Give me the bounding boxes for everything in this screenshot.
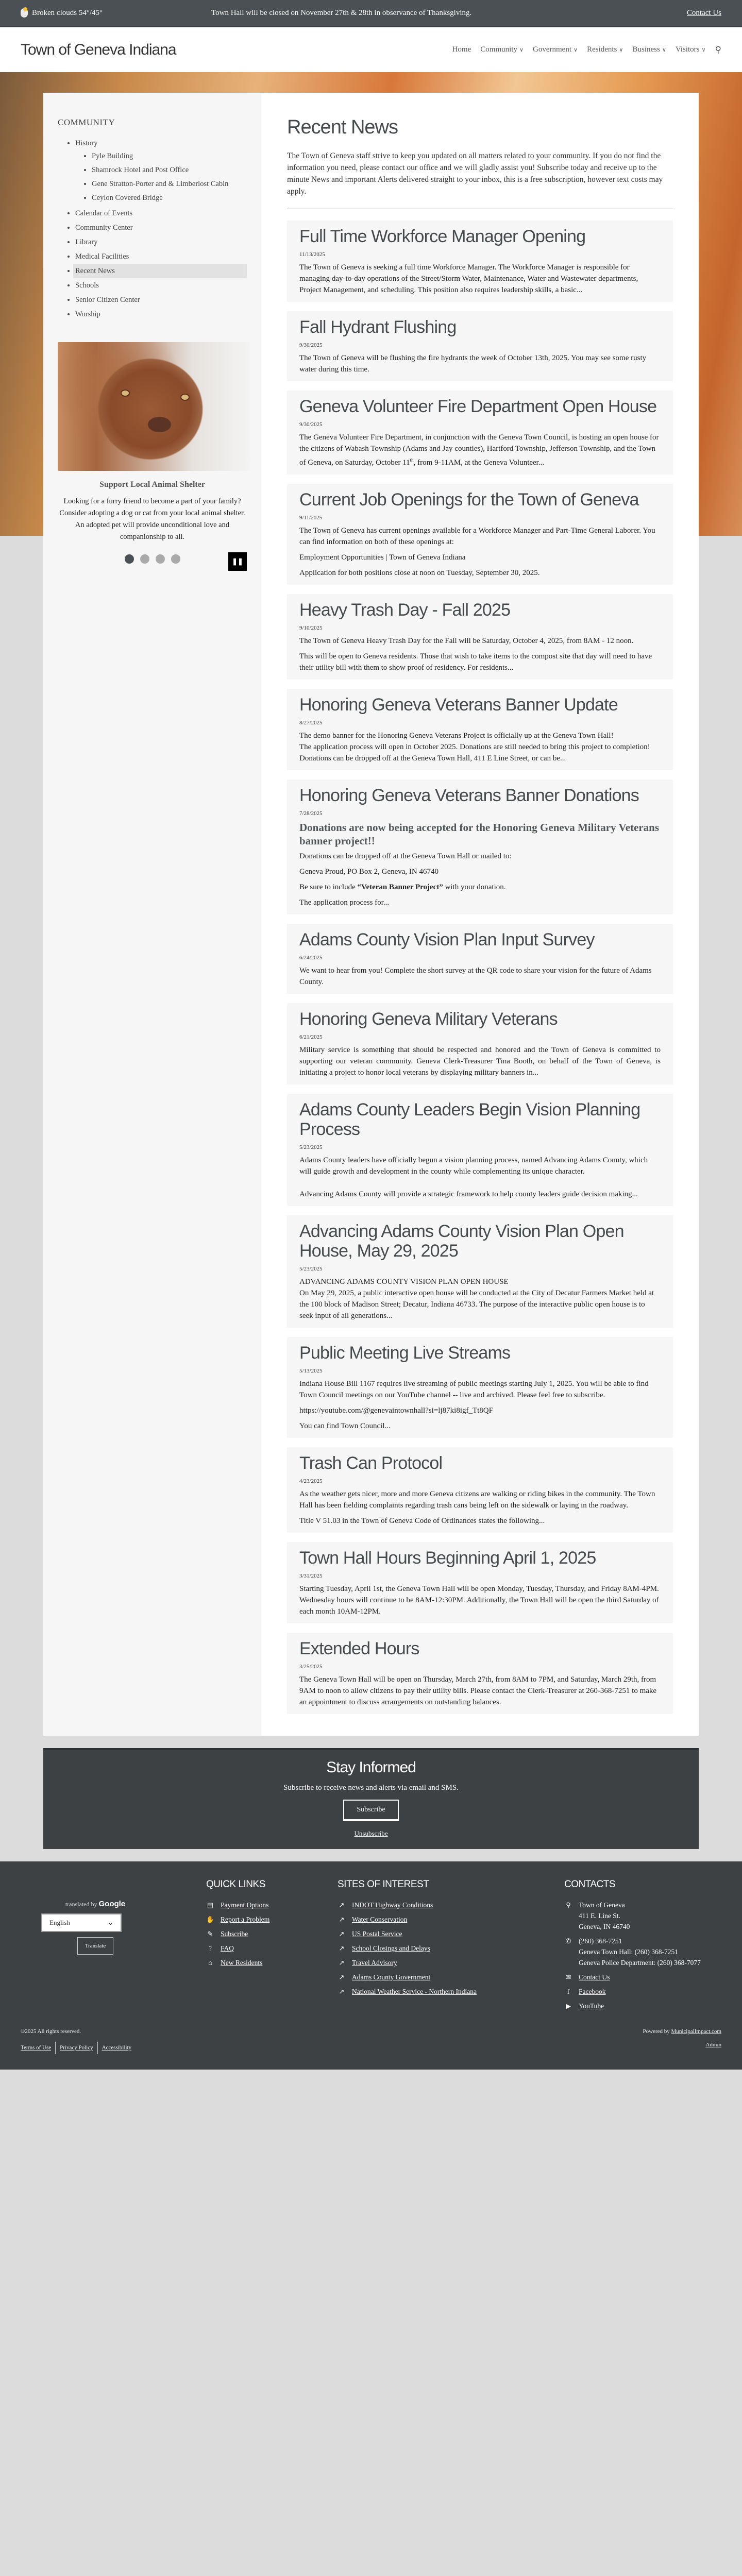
google-logo: Google: [98, 1900, 126, 1908]
news-excerpt: The Town of Geneva Heavy Trash Day for the Fall will be Saturday, October 4, 2025, from 8AM - 12 noon.: [299, 637, 634, 645]
news-card: [287, 1633, 673, 1714]
hand-icon: ✋: [206, 1916, 215, 1923]
news-excerpt: You can find Town Council...: [299, 1422, 391, 1430]
site-link-item: [338, 1901, 564, 1910]
subscribe-link[interactable]: Subscribe: [221, 1930, 248, 1938]
nav-home[interactable]: Home: [452, 45, 471, 54]
news-card: [287, 594, 673, 680]
weather-text: Broken clouds 54°/45°: [32, 8, 103, 17]
nav-government[interactable]: [533, 45, 578, 54]
municipal-impact-link[interactable]: MunicipalImpact.com: [671, 2028, 721, 2035]
news-excerpt: Geneva Proud, PO Box 2, Geneva, IN 46740: [299, 868, 439, 876]
news-date: 11/13/2025: [299, 251, 325, 258]
news-card: [287, 221, 673, 302]
news-excerpt: Title V 51.03 in the Town of Geneva Code of Ordinances states the following...: [299, 1517, 545, 1525]
news-title[interactable]: Honoring Geneva Veterans Banner Update: [299, 695, 618, 715]
slide-title: Support Local Animal Shelter: [99, 480, 205, 489]
sidebar-item-recent-news[interactable]: [75, 264, 247, 278]
news-card: [287, 1094, 673, 1206]
news-date: 3/31/2025: [299, 1573, 323, 1579]
translate-button[interactable]: Translate: [77, 1937, 114, 1955]
envelope-icon: ✉: [565, 1973, 571, 1981]
news-link[interactable]: https://youtube.com/@genevaintownhall?si=lj87ki8igf_Tt8QF: [299, 1406, 493, 1415]
external-link-icon: ↗: [339, 1901, 345, 1909]
contacts-heading: CONTACTS: [564, 1879, 616, 1890]
news-excerpt: Donations can be dropped off at the Geneva Town Hall or mailed to:: [299, 852, 512, 860]
news-date: 5/13/2025: [299, 1368, 323, 1374]
sidebar-item-library[interactable]: • Library: [75, 235, 247, 249]
news-title[interactable]: Heavy Trash Day - Fall 2025: [299, 600, 511, 620]
nav-label: Community: [480, 45, 517, 54]
news-card: [287, 1003, 673, 1084]
excerpt-text: The Geneva Volunteer Fire Department, in conjunction with the Geneva Town Council, is hosting an open house for the citizens of Wabash Township (Adams and Jay counties), Hartford Township, Jefferson Township, and the Town of Geneva, on Saturday, October 11: [299, 433, 659, 467]
slide-dot-3[interactable]: [156, 554, 165, 564]
question-icon: ?: [209, 1944, 212, 1952]
slide-dot-1[interactable]: [125, 554, 134, 564]
main-content: [261, 93, 699, 1736]
site-link-item: [338, 1958, 564, 1968]
home-icon: ⌂: [208, 1959, 212, 1967]
news-date: 6/24/2025: [299, 955, 323, 961]
sidebar-item-calendar[interactable]: • Calendar of Events: [75, 206, 247, 221]
translated-by: [21, 1900, 170, 1908]
chevron-down-icon: ∨: [519, 47, 524, 53]
site-link[interactable]: Travel Advisory: [352, 1959, 397, 1967]
page-title: Recent News: [287, 116, 398, 138]
sidebar-item-pyle-building[interactable]: • Pyle Building: [92, 150, 247, 162]
phone-line: Geneva Town Hall: (260) 368-7251: [579, 1948, 679, 1956]
content-panel: [43, 93, 699, 1736]
sidebar-item-covered-bridge[interactable]: • Ceylon Covered Bridge: [92, 192, 247, 204]
contact-us-link[interactable]: Contact Us: [686, 8, 721, 17]
news-title[interactable]: Adams County Leaders Begin Vision Planning Process: [299, 1100, 640, 1139]
news-title[interactable]: Current Job Openings for the Town of Geneva: [299, 490, 639, 510]
footer-bottom: [21, 2028, 721, 2054]
site-link[interactable]: Water Conservation: [352, 1916, 408, 1923]
news-excerpt: This will be open to Geneva residents. Those that wish to take items to the compost site that day will need to have their utility bill with them to show proof of residency. For residents...: [299, 652, 652, 672]
sites-heading: SITES OF INTEREST: [338, 1879, 429, 1890]
news-title[interactable]: Extended Hours: [299, 1639, 419, 1658]
excerpt-text: Be sure to include: [299, 883, 358, 891]
search-icon[interactable]: ⚲: [715, 44, 721, 55]
site-header: [0, 27, 742, 72]
site-link-item: [338, 1973, 564, 1982]
sidebar-item-history[interactable]: [75, 136, 247, 204]
nav-visitors[interactable]: [676, 45, 706, 54]
address-line: Town of Geneva: [579, 1901, 625, 1909]
sidebar-item-medical[interactable]: • Medical Facilities: [75, 249, 247, 264]
superscript: th: [410, 457, 414, 463]
phone-icon: ✆: [565, 1937, 571, 1945]
nav-label: Business: [632, 45, 660, 54]
news-date: 9/30/2025: [299, 421, 323, 428]
main-nav: [452, 45, 721, 55]
site-link-item: [338, 1915, 564, 1924]
payment-options-link[interactable]: Payment Options: [221, 1901, 269, 1909]
nav-community[interactable]: [480, 45, 524, 54]
news-excerpt: The Town of Geneva has current openings available for a Workforce Manager and Part-Time General Laborer. You can find information on both of these openings at:: [299, 527, 655, 546]
unsubscribe-link[interactable]: Unsubscribe: [354, 1829, 388, 1837]
chevron-down-icon: ⌄: [108, 1919, 113, 1926]
news-date: 9/30/2025: [299, 342, 323, 348]
sidebar: [43, 93, 261, 1736]
news-card: [287, 391, 673, 474]
news-card: [287, 1542, 673, 1623]
nav-residents[interactable]: [587, 45, 623, 54]
address: [579, 1901, 630, 1931]
credit-card-icon: ▤: [207, 1901, 214, 1909]
external-link-icon: ↗: [339, 1916, 345, 1923]
site-link-item: [338, 1944, 564, 1953]
language-value: English: [49, 1919, 70, 1926]
slide-dot-4[interactable]: [171, 554, 180, 564]
excerpt-text: , from 9-11AM, at the Geneva Volunteer...: [413, 459, 545, 467]
news-title[interactable]: Honoring Geneva Military Veterans: [299, 1009, 558, 1029]
phone-line: Geneva Police Department: (260) 368-7077: [579, 1959, 701, 1967]
news-card: [287, 484, 673, 585]
external-link-icon: ↗: [339, 1930, 345, 1938]
excerpt-bold: “Veteran Banner Project”: [357, 883, 443, 891]
chevron-down-icon: ∨: [574, 47, 578, 53]
stay-title: Stay Informed: [326, 1759, 416, 1776]
slide-text: Looking for a furry friend to become a part of your family? Consider adopting a dog or cat from your local animal shelter. An adopted pet will provide unconditional love and companionship to all.: [59, 497, 245, 541]
hero-background: [0, 72, 742, 1736]
powered-by: [643, 2028, 721, 2035]
site-link[interactable]: Adams County Government: [352, 1973, 431, 1981]
news-date: 5/23/2025: [299, 1266, 323, 1272]
news-card: [287, 924, 673, 994]
news-excerpt: Indiana House Bill 1167 requires live streaming of public meetings starting July 1, 2025. You will be able to find Town Council meetings on our YouTube channel -- live and archived. Please feel free to subscribe.: [299, 1380, 649, 1399]
news-excerpt: Application for both positions close at noon on Tuesday, September 30, 2025.: [299, 569, 540, 577]
news-excerpt: The Geneva Town Hall will be open on Thursday, March 27th, from 8AM to 7PM, and Saturday, March 29th, from 9AM to noon to allow citizens to pay their utility bills. Please contact the Clerk-Treasurer at 260-368-7251 to make an appointment to discuss arrangements on outstanding balances.: [299, 1675, 657, 1706]
sidebar-item-senior-center[interactable]: • Senior Citizen Center: [75, 293, 247, 307]
sidebar-heading: COMMUNITY: [58, 117, 115, 127]
report-problem-link[interactable]: Report a Problem: [221, 1916, 270, 1923]
news-title[interactable]: Town Hall Hours Beginning April 1, 2025: [299, 1548, 596, 1568]
pause-icon[interactable]: ❚❚: [228, 552, 247, 571]
news-excerpt: As the weather gets nicer, more and more Geneva citizens are walking or riding bikes in the community. The Town Hall has been fielding complaints regarding trash cans being left on the sidewalk or laying in the roadway.: [299, 1490, 655, 1510]
news-title[interactable]: Advancing Adams County Vision Plan Open House, May 29, 2025: [299, 1222, 624, 1261]
youtube-icon: ▶: [566, 2002, 571, 2010]
news-date: 6/21/2025: [299, 1034, 323, 1040]
phone-line: (260) 368-7251: [579, 1937, 622, 1945]
youtube-link[interactable]: YouTube: [579, 2002, 604, 2010]
news-excerpt: On May 29, 2025, a public interactive open house will be conducted at the City of Decatur Farmers Market held at the 100 block of Madison Street; Decatur, Indiana 46733. The purpose of the interactive public open house is to seek input of all generations...: [299, 1289, 654, 1320]
news-date: 7/28/2025: [299, 810, 323, 817]
news-excerpt: ADVANCING ADAMS COUNTY VISION PLAN OPEN HOUSE: [299, 1278, 509, 1286]
translate-widget: [21, 1879, 170, 2016]
facebook-icon: f: [567, 1988, 570, 1995]
cloud-icon: [21, 8, 28, 18]
slide-dot-2[interactable]: [140, 554, 149, 564]
alert-bar: [0, 0, 742, 27]
news-excerpt: The Town of Geneva is seeking a full time Workforce Manager. The Workforce Manager is responsible for managing day-to-day operations of the Street/Storm Water, Maintenance, Water and Wastewater departments, Project Management, and scheduling. This position also requires leadership skills, a basic...: [299, 263, 638, 294]
news-title[interactable]: Fall Hydrant Flushing: [299, 317, 457, 337]
intro-text: The Town of Geneva staff strive to keep you updated on all matters related to your community. If you do not find the information you need, please contact our office and we will gladly assist you! Subscribe today and receive up to the minute News and important Alerts delivered straight to your inbox, this is a free subscription, however text costs may apply.: [287, 150, 673, 209]
sites-of-interest: [338, 1879, 564, 2016]
news-title[interactable]: Full Time Workforce Manager Opening: [299, 227, 586, 246]
site-link-item: [338, 1987, 564, 1996]
external-link-icon: ↗: [339, 1988, 345, 1995]
news-excerpt: Military service is something that should be respected and honored and the Town of Geneva is committed to supporting our veteran community. Geneva Clerk-Treasurer Tina Booth, on behalf of the Town of Geneva, is initiating a project to honor local veterans by displaying military banners in...: [299, 1046, 661, 1077]
news-list: [287, 221, 673, 1714]
site-title[interactable]: Town of Geneva Indiana: [21, 41, 176, 58]
nav-label: Residents: [587, 45, 617, 54]
new-residents-link[interactable]: New Residents: [221, 1959, 263, 1967]
divider: [55, 2042, 56, 2054]
sidebar-item-community-center[interactable]: • Community Center: [75, 221, 247, 235]
external-link-icon: ↗: [339, 1959, 345, 1967]
news-date: 9/11/2025: [299, 515, 323, 521]
news-card: [287, 1447, 673, 1533]
language-select[interactable]: [41, 1913, 122, 1932]
news-excerpt: Starting Tuesday, April 1st, the Geneva Town Hall will be open Monday, Tuesday, Thursday, and Friday 8AM-4PM. Wednesday hours will continue to be 8AM-12:30PM. Additionally, the Town Hall will be open the third Saturday of each month 10AM-12PM.: [299, 1585, 659, 1616]
nav-label: Visitors: [675, 45, 700, 54]
external-link-icon: ↗: [339, 1973, 345, 1981]
faq-link[interactable]: FAQ: [221, 1944, 234, 1952]
facebook-link[interactable]: Facebook: [579, 1988, 606, 1995]
news-date: 3/25/2025: [299, 1664, 323, 1670]
sidebar-item-label: History: [75, 139, 98, 147]
nav-label: Government: [533, 45, 571, 54]
stay-text: Subscribe to receive news and alerts via email and SMS.: [283, 1784, 459, 1792]
news-date: 5/23/2025: [299, 1144, 323, 1150]
phones: [579, 1937, 701, 1968]
sidebar-item-worship[interactable]: • Worship: [75, 307, 247, 321]
promo-slideshow: [58, 342, 247, 564]
footer: [0, 1861, 742, 2070]
news-card: [287, 689, 673, 770]
news-excerpt: [299, 882, 661, 893]
terms-link[interactable]: Terms of Use: [21, 2044, 52, 2051]
news-excerpt: We want to hear from you! Complete the short survey at the QR code to share your vision for the future of Adams County.: [299, 967, 652, 986]
powered-by-text: Powered by: [643, 2028, 670, 2035]
weather-widget: [21, 8, 211, 18]
news-date: 9/10/2025: [299, 625, 323, 631]
sidebar-item-label: • Recent News: [73, 264, 247, 278]
news-excerpt: The Town of Geneva will be flushing the fire hydrants the week of October 13th, 2025. You may see some rusty water during this time.: [299, 354, 647, 374]
accessibility-link[interactable]: Accessibility: [102, 2044, 132, 2051]
excerpt-text: with your donation.: [443, 883, 506, 891]
sidebar-item-shamrock-hotel[interactable]: • Shamrock Hotel and Post Office: [92, 164, 247, 176]
news-excerpt: Advancing Adams County will provide a strategic framework to help county leaders guide decision making...: [299, 1190, 638, 1198]
slide-pagination: [58, 554, 247, 564]
news-card: [287, 779, 673, 914]
news-title[interactable]: Geneva Volunteer Fire Department Open House: [299, 397, 657, 416]
news-excerpt: The demo banner for the Honoring Geneva Veterans Project is officially up at the Geneva Town Hall!: [299, 732, 614, 740]
sidebar-item-schools[interactable]: • Schools: [75, 278, 247, 293]
news-card: [287, 1337, 673, 1438]
eye: [180, 394, 190, 401]
site-link[interactable]: INDOT Highway Conditions: [352, 1901, 433, 1909]
news-link[interactable]: Employment Opportunities | Town of Geneva Indiana: [299, 553, 466, 562]
quick-links-heading: QUICK LINKS: [206, 1879, 265, 1890]
news-date: 4/23/2025: [299, 1478, 323, 1484]
site-link[interactable]: US Postal Service: [352, 1930, 402, 1938]
news-excerpt: The application process will open in October 2025. Donations are still needed to bring this project to completion! Donations can be dropped off at the Geneva Town Hall, 411 E Line Street, or can be...: [299, 743, 650, 762]
pencil-icon: ✎: [207, 1930, 213, 1938]
news-card: [287, 1215, 673, 1328]
sidebar-nav: [58, 136, 247, 321]
news-excerpt: [299, 432, 661, 468]
news-title[interactable]: Adams County Vision Plan Input Survey: [299, 930, 595, 950]
address-line: Geneva, IN 46740: [579, 1923, 630, 1930]
chevron-down-icon: ∨: [662, 47, 666, 53]
eye: [121, 389, 130, 397]
privacy-link[interactable]: Privacy Policy: [60, 2044, 93, 2051]
chevron-down-icon: ∨: [701, 47, 706, 53]
news-excerpt: The application process for...: [299, 899, 390, 907]
site-link[interactable]: School Closings and Delays: [352, 1944, 430, 1952]
nav-business[interactable]: [632, 45, 666, 54]
divider: [97, 2042, 98, 2054]
address-line: 411 E. Line St.: [579, 1912, 620, 1920]
news-title[interactable]: Honoring Geneva Veterans Banner Donations: [299, 786, 639, 805]
news-excerpt: Adams County leaders have officially begun a vision planning process, named Advancing Adams County, which will guide growth and development in the county while complementing its unique character.: [299, 1156, 648, 1176]
news-date: 8/27/2025: [299, 720, 323, 726]
nose: [148, 417, 171, 432]
subscribe-button[interactable]: Subscribe: [343, 1800, 398, 1821]
contact-us-footer-link[interactable]: Contact Us: [579, 1973, 610, 1981]
contacts: [564, 1879, 701, 2016]
news-title[interactable]: Public Meeting Live Streams: [299, 1343, 511, 1363]
site-link[interactable]: National Weather Service - Northern Indiana: [352, 1988, 477, 1995]
translated-by-text: translated by: [65, 1901, 97, 1908]
map-pin-icon: ⚲: [566, 1901, 571, 1909]
stay-informed: [43, 1748, 699, 1849]
site-link-item: [338, 1929, 564, 1939]
quick-links: [206, 1879, 338, 2016]
chevron-down-icon: ∨: [619, 47, 623, 53]
closure-notice: Town Hall will be closed on November 27th & 28th in observance of Thanksgiving.: [211, 8, 472, 17]
dog-photo: [58, 342, 251, 471]
news-lead: Donations are now being accepted for the Honoring Geneva Military Veterans banner project!!: [299, 821, 660, 847]
copyright: ©2025 All rights reserved.: [21, 2028, 81, 2035]
external-link-icon: ↗: [339, 1944, 345, 1952]
news-title[interactable]: Trash Can Protocol: [299, 1453, 443, 1473]
admin-link[interactable]: Admin: [705, 2042, 721, 2048]
sidebar-item-limberlost-cabin[interactable]: • Gene Stratton-Porter and & Limberlost Cabin: [92, 178, 247, 190]
news-card: [287, 311, 673, 381]
